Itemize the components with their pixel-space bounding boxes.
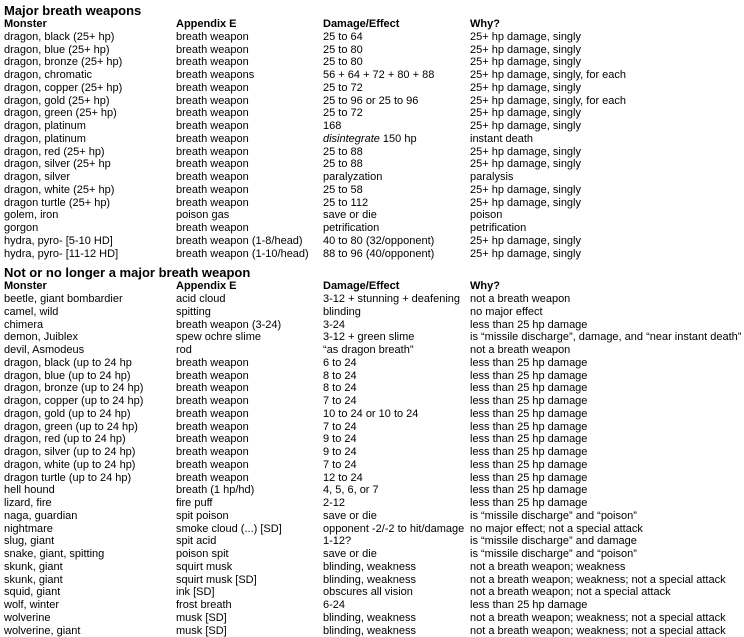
table-cell: 25+ hp damage, singly (470, 158, 744, 171)
table-cell: less than 25 hp damage (470, 459, 744, 472)
table-row (4, 107, 744, 120)
table-cell: no major effect; not a special attack (470, 523, 744, 536)
table-cell: skunk, giant (4, 574, 176, 587)
table-cell: 25 to 88 (323, 158, 470, 171)
table-cell: breath weapon (176, 421, 323, 434)
table-cell: frost breath (176, 599, 323, 612)
table-cell: spew ochre slime (176, 331, 323, 344)
table-cell: less than 25 hp damage (470, 408, 744, 421)
table-cell: devil, Asmodeus (4, 344, 176, 357)
major-breath-weapons-table (4, 18, 744, 260)
table-cell: 9 to 24 (323, 446, 470, 459)
table-row (4, 331, 744, 344)
italic-text: disintegrate (323, 133, 380, 145)
header-row (4, 18, 744, 31)
table-cell: dragon, bronze (up to 24 hp) (4, 382, 176, 395)
table-cell: acid cloud (176, 293, 323, 306)
table-cell: ink [SD] (176, 586, 323, 599)
table-cell: 25+ hp damage, singly (470, 56, 744, 69)
table-cell: less than 25 hp damage (470, 370, 744, 383)
column-header: Appendix E (176, 18, 323, 31)
table-cell: 25 to 72 (323, 82, 470, 95)
table-row (4, 484, 744, 497)
table-cell: not a breath weapon; weakness; not a special attack (470, 574, 744, 587)
table-cell: 25+ hp damage, singly (470, 107, 744, 120)
table-row (4, 408, 744, 421)
table-cell: not a breath weapon; not a special attack (470, 586, 744, 599)
table-cell: dragon, copper (25+ hp) (4, 82, 176, 95)
table-cell: dragon turtle (up to 24 hp) (4, 472, 176, 485)
table-cell: 25+ hp damage, singly (470, 44, 744, 57)
column-header: Why? (470, 280, 744, 293)
table-cell: petrification (323, 222, 470, 235)
table-cell: less than 25 hp damage (470, 433, 744, 446)
table-cell: breath weapon (176, 158, 323, 171)
table-cell: dragon, gold (25+ hp) (4, 95, 176, 108)
table-cell: blinding, weakness (323, 561, 470, 574)
table-cell: poison (470, 209, 744, 222)
table-cell: breath weapon (176, 382, 323, 395)
table-cell: 25+ hp damage, singly (470, 248, 744, 261)
table-cell: breath weapon (176, 120, 323, 133)
table-row (4, 197, 744, 210)
table-cell: dragon, silver (25+ hp (4, 158, 176, 171)
table-cell: 3-24 (323, 319, 470, 332)
section-title-major-breath-weapons: Major breath weapons (4, 3, 744, 18)
section-major-breath-weapons (4, 3, 744, 260)
table-cell: poison gas (176, 209, 323, 222)
table-cell: save or die (323, 548, 470, 561)
table-cell: obscures all vision (323, 586, 470, 599)
table-row (4, 171, 744, 184)
table-cell: wolverine (4, 612, 176, 625)
table-cell: not a breath weapon; weakness; not a special attack (470, 625, 744, 637)
table-cell: wolverine, giant (4, 625, 176, 637)
table-cell: snake, giant, spitting (4, 548, 176, 561)
table-cell: 25+ hp damage, singly (470, 146, 744, 159)
table-cell: hell hound (4, 484, 176, 497)
table-cell: dragon, white (up to 24 hp) (4, 459, 176, 472)
table-cell: blinding, weakness (323, 612, 470, 625)
table-cell: beetle, giant bombardier (4, 293, 176, 306)
table-cell: spit poison (176, 510, 323, 523)
table-cell: 25 to 80 (323, 56, 470, 69)
table-cell: 25+ hp damage, singly, for each (470, 95, 744, 108)
table-row (4, 625, 744, 637)
table-cell: 8 to 24 (323, 382, 470, 395)
table-cell: 25 to 72 (323, 107, 470, 120)
table-cell: 7 to 24 (323, 395, 470, 408)
table-cell: hydra, pyro- [11-12 HD] (4, 248, 176, 261)
table-row (4, 357, 744, 370)
table-cell: lizard, fire (4, 497, 176, 510)
table-cell: breath weapon (176, 107, 323, 120)
table-cell: 25 to 96 or 25 to 96 (323, 95, 470, 108)
table-cell: skunk, giant (4, 561, 176, 574)
table-row (4, 433, 744, 446)
table-cell: dragon, green (25+ hp) (4, 107, 176, 120)
table-cell: breath weapon (176, 133, 323, 146)
table-cell: breath weapon (176, 44, 323, 57)
table-cell: instant death (470, 133, 744, 146)
table-cell: is “missile discharge” and “poison” (470, 548, 744, 561)
table-cell: dragon, gold (up to 24 hp) (4, 408, 176, 421)
table-cell: wolf, winter (4, 599, 176, 612)
table-cell: 25 to 80 (323, 44, 470, 57)
table-cell: 6-24 (323, 599, 470, 612)
table-cell: not a breath weapon (470, 293, 744, 306)
column-header: Damage/Effect (323, 18, 470, 31)
table-row (4, 146, 744, 159)
table-cell: chimera (4, 319, 176, 332)
table-row (4, 44, 744, 57)
table-cell: 25+ hp damage, singly (470, 120, 744, 133)
table-cell: dragon, black (up to 24 hp (4, 357, 176, 370)
not-major-breath-weapon-table (4, 280, 744, 637)
table-cell: less than 25 hp damage (470, 395, 744, 408)
table-cell: 10 to 24 or 10 to 24 (323, 408, 470, 421)
table-cell: is “missile discharge”, damage, and “near instant death” (470, 331, 744, 344)
table-cell: 7 to 24 (323, 421, 470, 434)
table-row (4, 319, 744, 332)
table-row (4, 133, 744, 146)
table-cell: opponent -2/-2 to hit/damage (323, 523, 470, 536)
table-row (4, 69, 744, 82)
section-not-major-breath-weapon (4, 265, 744, 637)
table-row (4, 344, 744, 357)
table-row (4, 459, 744, 472)
table-row (4, 574, 744, 587)
table-cell: breath weapon (176, 184, 323, 197)
table-row (4, 612, 744, 625)
table-row (4, 535, 744, 548)
table-cell: spitting (176, 306, 323, 319)
table-cell: breath weapon (176, 222, 323, 235)
table-cell: breath weapon (3-24) (176, 319, 323, 332)
table-cell: 7 to 24 (323, 459, 470, 472)
table-row (4, 446, 744, 459)
table-cell: is “missile discharge” and damage (470, 535, 744, 548)
table-cell: breath weapon (176, 146, 323, 159)
table-cell: 168 (323, 120, 470, 133)
column-header: Damage/Effect (323, 280, 470, 293)
table-cell: 56 + 64 + 72 + 80 + 88 (323, 69, 470, 82)
table-cell: poison spit (176, 548, 323, 561)
table-cell: less than 25 hp damage (470, 382, 744, 395)
table-cell: blinding, weakness (323, 625, 470, 637)
table-cell: spit acid (176, 535, 323, 548)
table-cell: less than 25 hp damage (470, 446, 744, 459)
table-cell: breath weapon (176, 197, 323, 210)
table-cell: nightmare (4, 523, 176, 536)
table-cell: save or die (323, 510, 470, 523)
table-cell: fire puff (176, 497, 323, 510)
table-row (4, 184, 744, 197)
table-row (4, 82, 744, 95)
table-cell: less than 25 hp damage (470, 472, 744, 485)
table-cell: is “missile discharge” and “poison” (470, 510, 744, 523)
table-cell: breath weapon (176, 433, 323, 446)
table-cell: 25+ hp damage, singly (470, 235, 744, 248)
table-cell: not a breath weapon (470, 344, 744, 357)
table-row (4, 561, 744, 574)
table-cell (323, 133, 470, 146)
table-cell: petrification (470, 222, 744, 235)
table-cell: save or die (323, 209, 470, 222)
table-row (4, 56, 744, 69)
table-cell: 88 to 96 (40/opponent) (323, 248, 470, 261)
table-row (4, 209, 744, 222)
table-row (4, 472, 744, 485)
table-row (4, 120, 744, 133)
table-cell: squirt musk (176, 561, 323, 574)
table-cell: dragon, bronze (25+ hp) (4, 56, 176, 69)
table-cell: 40 to 80 (32/opponent) (323, 235, 470, 248)
table-cell: breath weapon (176, 95, 323, 108)
table-cell: naga, guardian (4, 510, 176, 523)
table-cell: 25 to 88 (323, 146, 470, 159)
table-cell: rod (176, 344, 323, 357)
table-cell: dragon, white (25+ hp) (4, 184, 176, 197)
table-cell: 2-12 (323, 497, 470, 510)
table-cell: less than 25 hp damage (470, 421, 744, 434)
table-cell: breath weapons (176, 69, 323, 82)
table-row (4, 523, 744, 536)
table-cell: dragon, platinum (4, 133, 176, 146)
table-cell: 25 to 64 (323, 31, 470, 44)
table-cell: dragon, silver (4, 171, 176, 184)
table-row (4, 395, 744, 408)
table-row (4, 31, 744, 44)
table-cell: 9 to 24 (323, 433, 470, 446)
table-cell: 1-12? (323, 535, 470, 548)
table-cell: less than 25 hp damage (470, 599, 744, 612)
table-cell: breath weapon (1-8/head) (176, 235, 323, 248)
table-cell: breath weapon (1-10/head) (176, 248, 323, 261)
column-header: Appendix E (176, 280, 323, 293)
table-cell: dragon, platinum (4, 120, 176, 133)
table-cell: dragon, silver (up to 24 hp) (4, 446, 176, 459)
table-cell: 8 to 24 (323, 370, 470, 383)
table-cell: squid, giant (4, 586, 176, 599)
table-cell: breath weapon (176, 56, 323, 69)
table-cell: slug, giant (4, 535, 176, 548)
table-cell: less than 25 hp damage (470, 497, 744, 510)
table-cell: not a breath weapon; weakness; not a special attack (470, 612, 744, 625)
table-cell: blinding (323, 306, 470, 319)
table-cell: not a breath weapon; weakness (470, 561, 744, 574)
column-header: Why? (470, 18, 744, 31)
table-cell: dragon, copper (up to 24 hp) (4, 395, 176, 408)
table-row (4, 421, 744, 434)
table-row (4, 370, 744, 383)
table-cell: 25 to 112 (323, 197, 470, 210)
table-cell: breath weapon (176, 395, 323, 408)
table-cell: 25+ hp damage, singly (470, 197, 744, 210)
table-row (4, 306, 744, 319)
table-row (4, 95, 744, 108)
table-cell: paralyzation (323, 171, 470, 184)
table-cell: dragon turtle (25+ hp) (4, 197, 176, 210)
table-cell: 25 to 58 (323, 184, 470, 197)
table-cell: paralysis (470, 171, 744, 184)
table-cell: breath weapon (176, 459, 323, 472)
table-row (4, 586, 744, 599)
table-cell: hydra, pyro- [5-10 HD] (4, 235, 176, 248)
table-cell: 25+ hp damage, singly, for each (470, 69, 744, 82)
table-row (4, 548, 744, 561)
table-cell: musk [SD] (176, 625, 323, 637)
table-cell: breath weapon (176, 446, 323, 459)
table-cell: breath weapon (176, 408, 323, 421)
table-cell: less than 25 hp damage (470, 319, 744, 332)
table-cell: dragon, red (25+ hp) (4, 146, 176, 159)
table-cell: dragon, black (25+ hp) (4, 31, 176, 44)
table-cell: squirt musk [SD] (176, 574, 323, 587)
table-cell: breath weapon (176, 370, 323, 383)
table-cell: dragon, chromatic (4, 69, 176, 82)
table-cell: 25+ hp damage, singly (470, 184, 744, 197)
table-row (4, 235, 744, 248)
section-title-not-major-breath-weapon: Not or no longer a major breath weapon (4, 265, 744, 280)
table-cell: smoke cloud (...) [SD] (176, 523, 323, 536)
table-cell: dragon, blue (up to 24 hp) (4, 370, 176, 383)
table-cell: 12 to 24 (323, 472, 470, 485)
table-cell: golem, iron (4, 209, 176, 222)
table-cell: dragon, blue (25+ hp) (4, 44, 176, 57)
table-cell: breath weapon (176, 171, 323, 184)
table-cell: less than 25 hp damage (470, 484, 744, 497)
table-cell: demon, Juiblex (4, 331, 176, 344)
table-row (4, 497, 744, 510)
column-header: Monster (4, 18, 176, 31)
table-row (4, 158, 744, 171)
header-row (4, 280, 744, 293)
table-cell: 6 to 24 (323, 357, 470, 370)
table-cell: 3-12 + stunning + deafening (323, 293, 470, 306)
table-cell: 4, 5, 6, or 7 (323, 484, 470, 497)
table-cell: breath (1 hp/hd) (176, 484, 323, 497)
table-cell: blinding, weakness (323, 574, 470, 587)
table-row (4, 599, 744, 612)
table-cell: breath weapon (176, 31, 323, 44)
table-cell: dragon, green (up to 24 hp) (4, 421, 176, 434)
table-cell: 25+ hp damage, singly (470, 31, 744, 44)
table-cell: 3-12 + green slime (323, 331, 470, 344)
table-row (4, 382, 744, 395)
table-cell: camel, wild (4, 306, 176, 319)
table-cell: breath weapon (176, 472, 323, 485)
table-cell: “as dragon breath” (323, 344, 470, 357)
table-row (4, 293, 744, 306)
column-header: Monster (4, 280, 176, 293)
table-cell: dragon, red (up to 24 hp) (4, 433, 176, 446)
table-row (4, 248, 744, 261)
table-cell: less than 25 hp damage (470, 357, 744, 370)
table-cell: 25+ hp damage, singly (470, 82, 744, 95)
table-row (4, 510, 744, 523)
table-cell: gorgon (4, 222, 176, 235)
table-row (4, 222, 744, 235)
table-cell: musk [SD] (176, 612, 323, 625)
plain-text: 150 hp (380, 133, 417, 145)
table-cell: breath weapon (176, 82, 323, 95)
table-cell: breath weapon (176, 357, 323, 370)
table-cell: no major effect (470, 306, 744, 319)
